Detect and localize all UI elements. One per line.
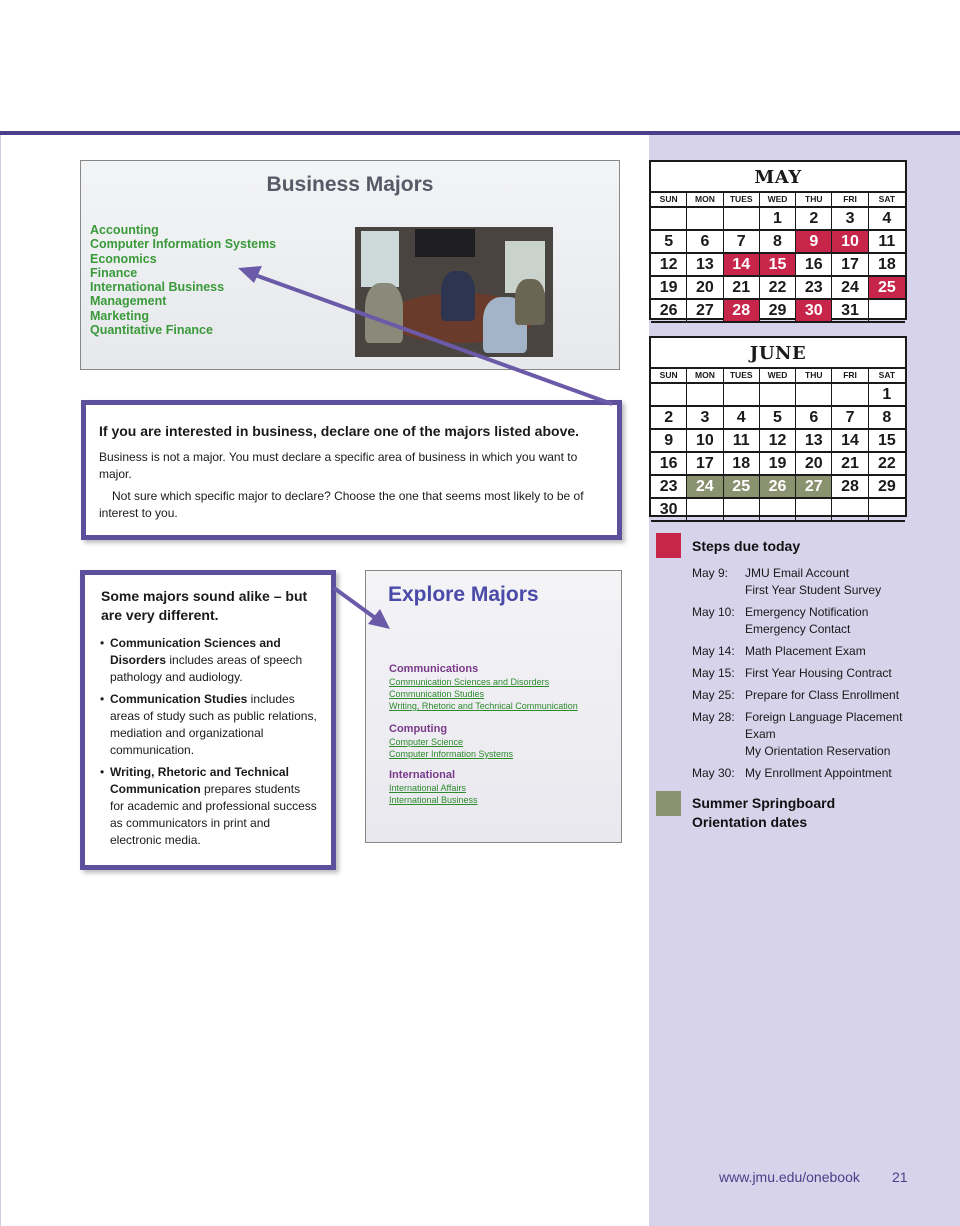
- explore-group-heading: Computing: [389, 723, 448, 735]
- step-row: [692, 687, 952, 704]
- calendar-day: 28: [724, 300, 760, 323]
- explore-major-link[interactable]: Computer Information Systems: [389, 749, 514, 759]
- weekday-header: THU: [796, 193, 832, 208]
- calendar-day: 14: [832, 430, 868, 453]
- calendar-day: 27: [796, 476, 832, 499]
- calendar-day: 15: [760, 254, 796, 277]
- calendar-day: 10: [832, 231, 868, 254]
- calendar-day: 30: [796, 300, 832, 323]
- weekday-header: WED: [760, 193, 796, 208]
- calendar-empty-cell: [724, 384, 760, 407]
- calendar-empty-cell: [651, 384, 687, 407]
- explore-majors-title: Explore Majors: [388, 583, 539, 606]
- business-major-item: Quantitative Finance: [90, 323, 213, 338]
- step-items: [745, 709, 902, 760]
- business-major-item: Economics: [90, 251, 157, 266]
- left-rule: [0, 135, 1, 1226]
- weekday-header: SUN: [651, 193, 687, 208]
- step-item: Emergency Notification: [745, 605, 869, 619]
- explore-group: [389, 769, 478, 806]
- calendar-day: 8: [760, 231, 796, 254]
- calendar-day: 18: [869, 254, 905, 277]
- calendar-day: 24: [687, 476, 723, 499]
- calendar-day: 17: [832, 254, 868, 277]
- business-callout-p1: Business is not a major. You must declare a specific area of business in which you want to major.: [99, 450, 578, 481]
- calendar-day: 11: [869, 231, 905, 254]
- step-row: [692, 565, 952, 599]
- due-today-label: Steps due today: [692, 538, 801, 554]
- weekday-header: SAT: [869, 193, 905, 208]
- explore-group-heading: International: [389, 769, 456, 781]
- step-date: May 9:: [692, 566, 729, 580]
- weekday-header: FRI: [832, 369, 868, 384]
- step-items: [745, 687, 899, 704]
- calendar-day: 13: [687, 254, 723, 277]
- calendar-empty-cell: [832, 384, 868, 407]
- calendar-day: 20: [687, 277, 723, 300]
- calendar-empty-cell: [869, 499, 905, 522]
- calendar-day: 25: [869, 277, 905, 300]
- calendar-day: 1: [869, 384, 905, 407]
- calendar-day: 16: [651, 453, 687, 476]
- weekday-header: SAT: [869, 369, 905, 384]
- calendar-day: 2: [796, 208, 832, 231]
- calendar-day: 1: [760, 208, 796, 231]
- weekday-header: SUN: [651, 369, 687, 384]
- calendar-day: 21: [832, 453, 868, 476]
- business-majors-screenshot: [80, 160, 620, 370]
- step-items: [745, 765, 892, 782]
- majors-alike-list: [101, 635, 317, 849]
- majors-alike-bullet: [101, 764, 317, 849]
- explore-major-link[interactable]: Communication Studies: [389, 689, 485, 699]
- business-major-item: International Business: [90, 280, 225, 295]
- step-row: [692, 643, 952, 660]
- majors-alike-callout: [80, 570, 336, 870]
- calendar-empty-cell: [760, 384, 796, 407]
- june-calendar: [649, 336, 907, 517]
- calendar-day: 18: [724, 453, 760, 476]
- calendar-day: 29: [869, 476, 905, 499]
- calendar-empty-cell: [687, 208, 723, 231]
- step-row: [692, 709, 952, 760]
- step-item: Exam: [745, 727, 776, 741]
- explore-group-heading: Communications: [389, 663, 479, 675]
- step-item: Math Placement Exam: [745, 644, 866, 658]
- weekday-header: TUES: [724, 369, 760, 384]
- orientation-swatch: [656, 791, 681, 816]
- step-item: My Enrollment Appointment: [745, 766, 892, 780]
- weekday-header: MON: [687, 369, 723, 384]
- calendar-day: 4: [869, 208, 905, 231]
- calendar-empty-cell: [687, 499, 723, 522]
- page-number: 21: [892, 1169, 908, 1185]
- step-item: Foreign Language Placement: [745, 710, 903, 724]
- calendar-empty-cell: [724, 499, 760, 522]
- steps-list: [692, 565, 952, 787]
- weekday-header: TUES: [724, 193, 760, 208]
- majors-alike-bullet: [101, 635, 317, 686]
- step-items: [745, 665, 892, 682]
- calendar-day: 19: [760, 453, 796, 476]
- major-description: includes areas of speech pathology and audiology.: [110, 653, 303, 684]
- weekday-header: WED: [760, 369, 796, 384]
- major-name: Communication Sciences and Disorders: [110, 636, 281, 667]
- calendar-empty-cell: [832, 499, 868, 522]
- calendar-empty-cell: [796, 384, 832, 407]
- calendar-day: 23: [796, 277, 832, 300]
- meeting-photo: [355, 227, 553, 357]
- calendar-day: 6: [796, 407, 832, 430]
- calendar-day: 13: [796, 430, 832, 453]
- explore-majors-screenshot: [365, 570, 622, 843]
- business-majors-title: Business Majors: [266, 173, 434, 196]
- calendar-day: 23: [651, 476, 687, 499]
- major-name: Communication Studies: [110, 692, 248, 706]
- calendar-empty-cell: [651, 208, 687, 231]
- calendar-day: 22: [869, 453, 905, 476]
- june-calendar-title: JUNE: [651, 338, 905, 369]
- calendar-day: 4: [724, 407, 760, 430]
- step-row: [692, 604, 952, 638]
- explore-major-link[interactable]: Communication Sciences and Disorders: [389, 677, 550, 687]
- weekday-header: THU: [796, 369, 832, 384]
- business-major-item: Management: [90, 294, 167, 309]
- calendar-day: 12: [651, 254, 687, 277]
- step-item: Emergency Contact: [745, 622, 851, 636]
- calendar-day: 14: [724, 254, 760, 277]
- calendar-day: 6: [687, 231, 723, 254]
- step-item: First Year Student Survey: [745, 583, 882, 597]
- calendar-day: 19: [651, 277, 687, 300]
- business-major-item: Accounting: [90, 223, 159, 237]
- calendar-day: 28: [832, 476, 868, 499]
- calendar-empty-cell: [724, 208, 760, 231]
- may-calendar-title: MAY: [651, 162, 905, 193]
- may-calendar-grid: [651, 193, 905, 323]
- step-row: [692, 665, 952, 682]
- calendar-day: 12: [760, 430, 796, 453]
- calendar-day: 8: [869, 407, 905, 430]
- calendar-day: 24: [832, 277, 868, 300]
- footer-url[interactable]: www.jmu.edu/onebook: [719, 1169, 860, 1185]
- business-callout-p2: Not sure which specific major to declare? Choose the one that seems most likely to be of interest to you.: [99, 489, 584, 520]
- calendar-day: 5: [760, 407, 796, 430]
- step-date: May 25:: [692, 688, 735, 702]
- business-callout-heading: If you are interested in business, declare one of the majors listed above.: [99, 423, 580, 439]
- business-majors-list: [90, 223, 276, 337]
- major-description: prepares students for academic and professional success as communicators in print and electronic media.: [110, 782, 317, 847]
- calendar-day: 2: [651, 407, 687, 430]
- calendar-day: 3: [832, 208, 868, 231]
- explore-major-link[interactable]: Computer Science: [389, 737, 464, 747]
- calendar-day: 15: [869, 430, 905, 453]
- explore-group: [389, 663, 578, 712]
- calendar-day: 26: [651, 300, 687, 323]
- calendar-empty-cell: [869, 300, 905, 323]
- step-date: May 15:: [692, 666, 735, 680]
- step-item: JMU Email Account: [745, 566, 850, 580]
- step-date: May 28:: [692, 710, 735, 724]
- calendar-empty-cell: [687, 384, 723, 407]
- calendar-empty-cell: [796, 499, 832, 522]
- step-items: [745, 565, 881, 599]
- calendar-day: 7: [724, 231, 760, 254]
- june-calendar-grid: [651, 369, 905, 522]
- business-callout: [81, 400, 622, 540]
- weekday-header: MON: [687, 193, 723, 208]
- calendar-day: 5: [651, 231, 687, 254]
- major-description: includes areas of study such as public relations, mediation and organizational communication.: [110, 692, 317, 757]
- may-calendar: [649, 160, 907, 320]
- explore-major-link[interactable]: International Business: [389, 795, 478, 805]
- calendar-day: 31: [832, 300, 868, 323]
- calendar-day: 11: [724, 430, 760, 453]
- calendar-day: 16: [796, 254, 832, 277]
- step-item: Prepare for Class Enrollment: [745, 688, 900, 702]
- calendar-day: 17: [687, 453, 723, 476]
- step-date: May 14:: [692, 644, 735, 658]
- calendar-day: 9: [796, 231, 832, 254]
- explore-group: [389, 723, 513, 760]
- explore-major-link[interactable]: Writing, Rhetoric and Technical Communication: [389, 701, 578, 711]
- due-today-swatch: [656, 533, 681, 558]
- step-date: May 10:: [692, 605, 735, 619]
- majors-alike-bullet: [101, 691, 317, 759]
- calendar-day: 20: [796, 453, 832, 476]
- calendar-day: 25: [724, 476, 760, 499]
- step-items: [745, 643, 866, 660]
- calendar-day: 26: [760, 476, 796, 499]
- step-row: [692, 765, 952, 782]
- calendar-day: 21: [724, 277, 760, 300]
- calendar-day: 9: [651, 430, 687, 453]
- calendar-day: 30: [651, 499, 687, 522]
- calendar-day: 22: [760, 277, 796, 300]
- calendar-day: 29: [760, 300, 796, 323]
- calendar-day: 10: [687, 430, 723, 453]
- business-major-item: Finance: [90, 265, 138, 280]
- step-items: [745, 604, 868, 638]
- step-item: First Year Housing Contract: [745, 666, 892, 680]
- business-major-item: Marketing: [90, 308, 150, 323]
- business-major-item: Computer Information Systems: [90, 237, 277, 252]
- step-date: May 30:: [692, 766, 735, 780]
- calendar-day: 27: [687, 300, 723, 323]
- step-item: My Orientation Reservation: [745, 744, 891, 758]
- calendar-day: 7: [832, 407, 868, 430]
- weekday-header: FRI: [832, 193, 868, 208]
- calendar-day: 3: [687, 407, 723, 430]
- major-name: Writing, Rhetoric and Technical Communication: [110, 765, 289, 796]
- orientation-label: Summer Springboard Orientation dates: [692, 795, 836, 830]
- majors-alike-heading: Some majors sound alike – but are very different.: [101, 588, 308, 623]
- calendar-empty-cell: [760, 499, 796, 522]
- explore-major-link[interactable]: International Affairs: [389, 783, 466, 793]
